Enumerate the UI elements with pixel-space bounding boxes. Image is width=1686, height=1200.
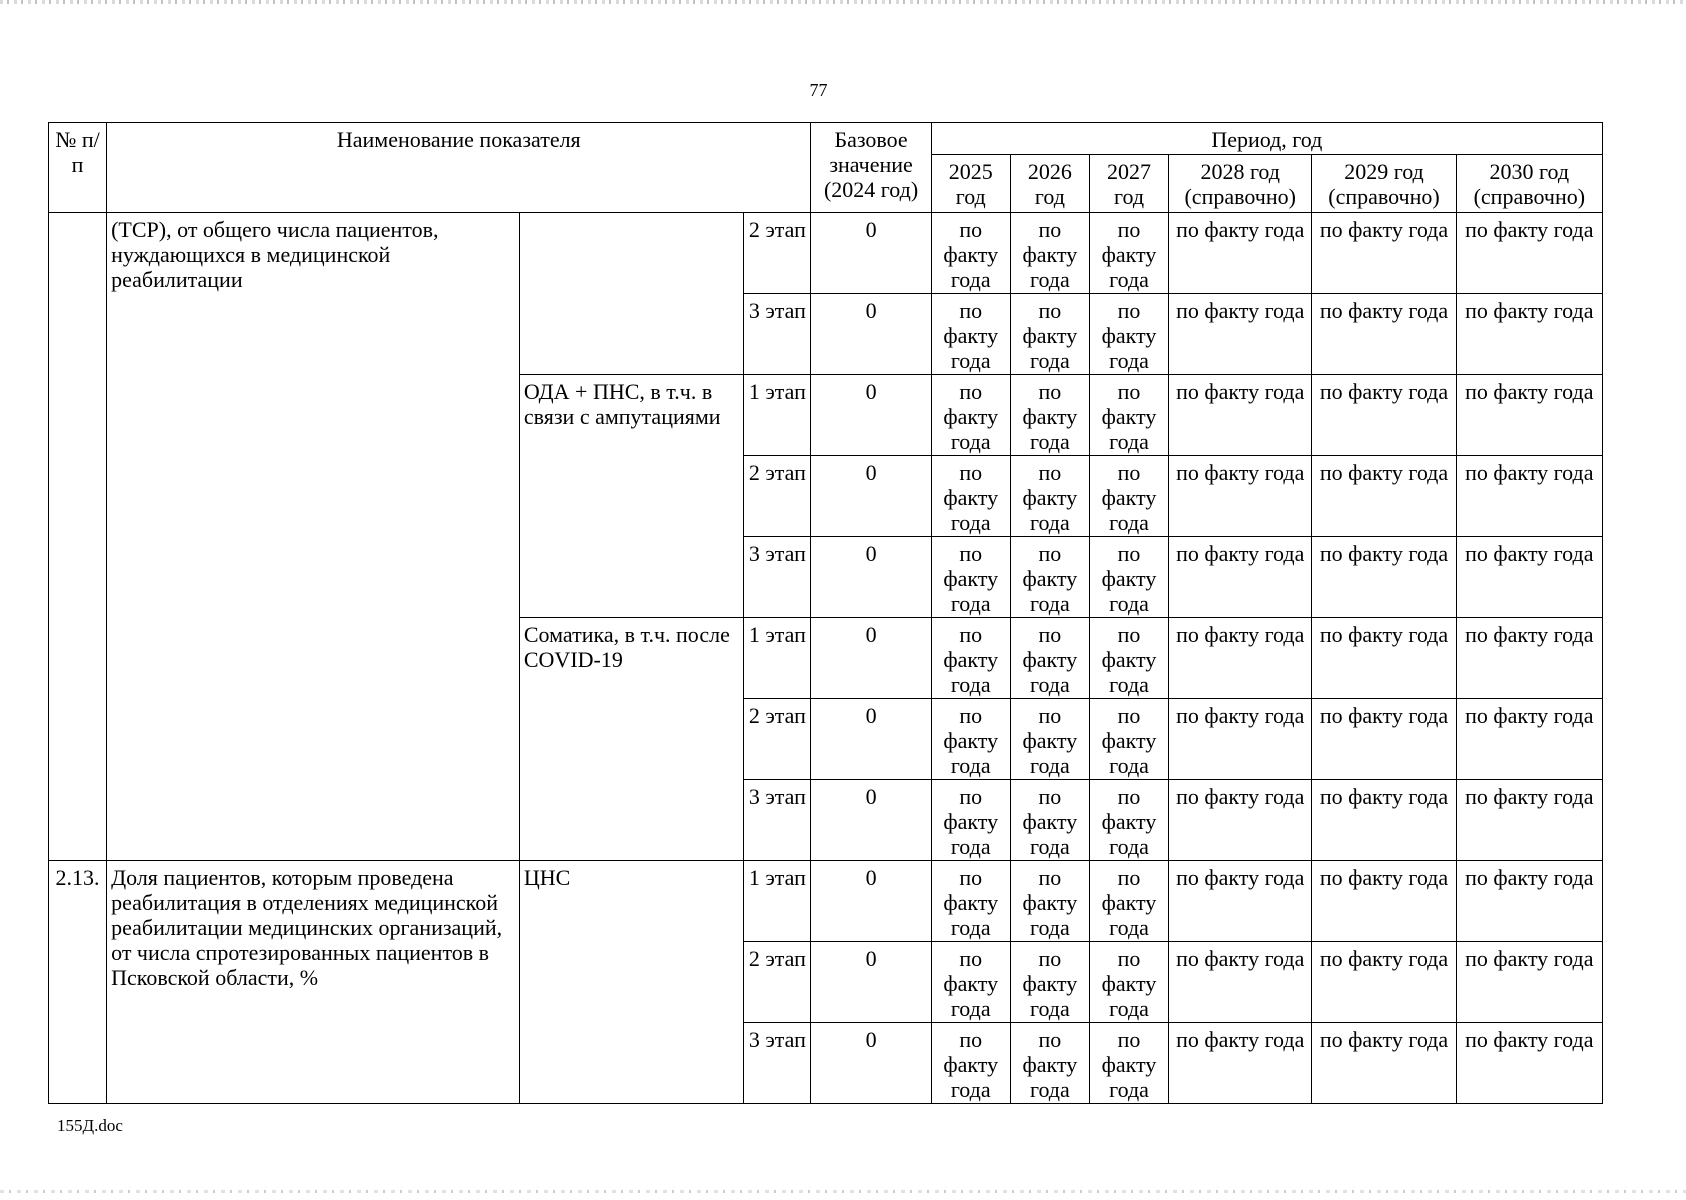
period-value-cell: по факту года [1169,942,1312,1023]
scan-edge-bottom [0,1190,1686,1193]
indicator-group: Соматика, в т.ч. после COVID-19 [519,618,743,861]
stage-cell: 1 этап [744,375,811,456]
period-value-cell: по факту года [1456,294,1602,375]
period-value-cell: по факту года [1456,618,1602,699]
period-value-cell: по факту года [1010,375,1089,456]
period-value-cell: по факту года [1312,1023,1456,1104]
period-value-cell: по факту года [1312,861,1456,942]
stage-cell: 3 этап [744,537,811,618]
stage-cell: 3 этап [744,294,811,375]
period-value-cell: по факту года [1456,537,1602,618]
stage-cell: 2 этап [744,456,811,537]
period-value-cell: по факту года [1312,618,1456,699]
period-value-cell: по факту года [931,618,1010,699]
base-value-cell: 0 [811,780,931,861]
period-value-cell: по факту года [1010,294,1089,375]
table-body [49,213,1603,1104]
period-value-cell: по факту года [1089,861,1168,942]
indicator-group: ЦНС [519,861,743,1104]
period-value-cell: по факту года [931,699,1010,780]
row-number [49,213,107,861]
base-value-cell: 0 [811,375,931,456]
base-value-cell: 0 [811,699,931,780]
base-value-cell: 0 [811,294,931,375]
base-value-cell: 0 [811,456,931,537]
period-value-cell: по факту года [1089,213,1168,294]
period-value-cell: по факту года [1312,699,1456,780]
period-value-cell: по факту года [1312,942,1456,1023]
period-value-cell: по факту года [1456,213,1602,294]
period-value-cell: по факту года [931,537,1010,618]
header-base: Базовое значение (2024 год) [811,123,931,213]
header-year: 2025 год [931,155,1010,213]
period-value-cell: по факту года [1010,861,1089,942]
stage-cell: 3 этап [744,780,811,861]
header-year: 2026 год [1010,155,1089,213]
period-value-cell: по факту года [1010,537,1089,618]
stage-cell: 3 этап [744,1023,811,1104]
header-period: Период, год [931,123,1602,155]
stage-cell: 1 этап [744,618,811,699]
period-value-cell: по факту года [1169,861,1312,942]
period-value-cell: по факту года [1456,456,1602,537]
footer-file-name: 155Д.doc [57,1116,123,1135]
header-year: 2029 год (справочно) [1312,155,1456,213]
period-value-cell: по факту года [1312,213,1456,294]
stage-cell: 2 этап [744,699,811,780]
period-value-cell: по факту года [1456,375,1602,456]
scan-edge-top [0,0,1686,4]
period-value-cell: по факту года [1089,537,1168,618]
period-value-cell: по факту года [931,456,1010,537]
row-number: 2.13. [49,861,107,1104]
period-value-cell: по факту года [1456,942,1602,1023]
period-value-cell: по факту года [931,780,1010,861]
indicator-name: (ТСР), от общего числа пациентов, нуждающихся в медицинской реабилитации [107,213,520,861]
stage-cell: 2 этап [744,942,811,1023]
base-value-cell: 0 [811,537,931,618]
indicator-group [519,213,743,375]
period-value-cell: по факту года [1089,780,1168,861]
indicator-name: Доля пациентов, которым проведена реабилитация в отделениях медицинской реабилитации медицинских организаций, от числа спротезированных пациентов в Псковской области, % [107,861,520,1104]
period-value-cell: по факту года [1312,456,1456,537]
period-value-cell: по факту года [1169,375,1312,456]
period-value-cell: по факту года [1169,618,1312,699]
period-value-cell: по факту года [931,861,1010,942]
period-value-cell: по факту года [1169,537,1312,618]
period-value-cell: по факту года [1312,780,1456,861]
period-value-cell: по факту года [931,942,1010,1023]
period-value-cell: по факту года [1089,1023,1168,1104]
period-value-cell: по факту года [1312,375,1456,456]
table-header [49,123,1603,213]
period-value-cell: по факту года [1456,780,1602,861]
period-value-cell: по факту года [1169,213,1312,294]
base-value-cell: 0 [811,213,931,294]
indicators-table [48,122,1603,1104]
period-value-cell: по факту года [931,213,1010,294]
period-value-cell: по факту года [1312,537,1456,618]
indicator-group: ОДА + ПНС, в т.ч. в связи с ампутациями [519,375,743,618]
period-value-cell: по факту года [1169,699,1312,780]
period-value-cell: по факту года [1010,942,1089,1023]
stage-cell: 1 этап [744,861,811,942]
base-value-cell: 0 [811,861,931,942]
header-year: 2028 год (справочно) [1169,155,1312,213]
header-name: Наименование показателя [107,123,811,213]
period-value-cell: по факту года [1010,699,1089,780]
period-value-cell: по факту года [931,294,1010,375]
period-value-cell: по факту года [931,1023,1010,1104]
header-num: № п/п [49,123,107,213]
period-value-cell: по факту года [1010,456,1089,537]
period-value-cell: по факту года [1010,213,1089,294]
stage-cell: 2 этап [744,213,811,294]
period-value-cell: по факту года [1089,618,1168,699]
period-value-cell: по факту года [931,375,1010,456]
period-value-cell: по факту года [1010,618,1089,699]
period-value-cell: по факту года [1456,861,1602,942]
period-value-cell: по факту года [1089,456,1168,537]
base-value-cell: 0 [811,1023,931,1104]
period-value-cell: по факту года [1169,1023,1312,1104]
period-value-cell: по факту года [1010,780,1089,861]
table-row [49,861,1603,942]
period-value-cell: по факту года [1169,456,1312,537]
period-value-cell: по факту года [1089,294,1168,375]
base-value-cell: 0 [811,618,931,699]
period-value-cell: по факту года [1312,294,1456,375]
base-value-cell: 0 [811,942,931,1023]
period-value-cell: по факту года [1089,375,1168,456]
period-value-cell: по факту года [1169,780,1312,861]
period-value-cell: по факту года [1010,1023,1089,1104]
page-number: 77 [809,80,828,100]
header-year: 2030 год (справочно) [1456,155,1602,213]
header-year: 2027 год [1089,155,1168,213]
period-value-cell: по факту года [1169,294,1312,375]
period-value-cell: по факту года [1089,942,1168,1023]
period-value-cell: по факту года [1456,699,1602,780]
period-value-cell: по факту года [1456,1023,1602,1104]
period-value-cell: по факту года [1089,699,1168,780]
table-row [49,213,1603,294]
